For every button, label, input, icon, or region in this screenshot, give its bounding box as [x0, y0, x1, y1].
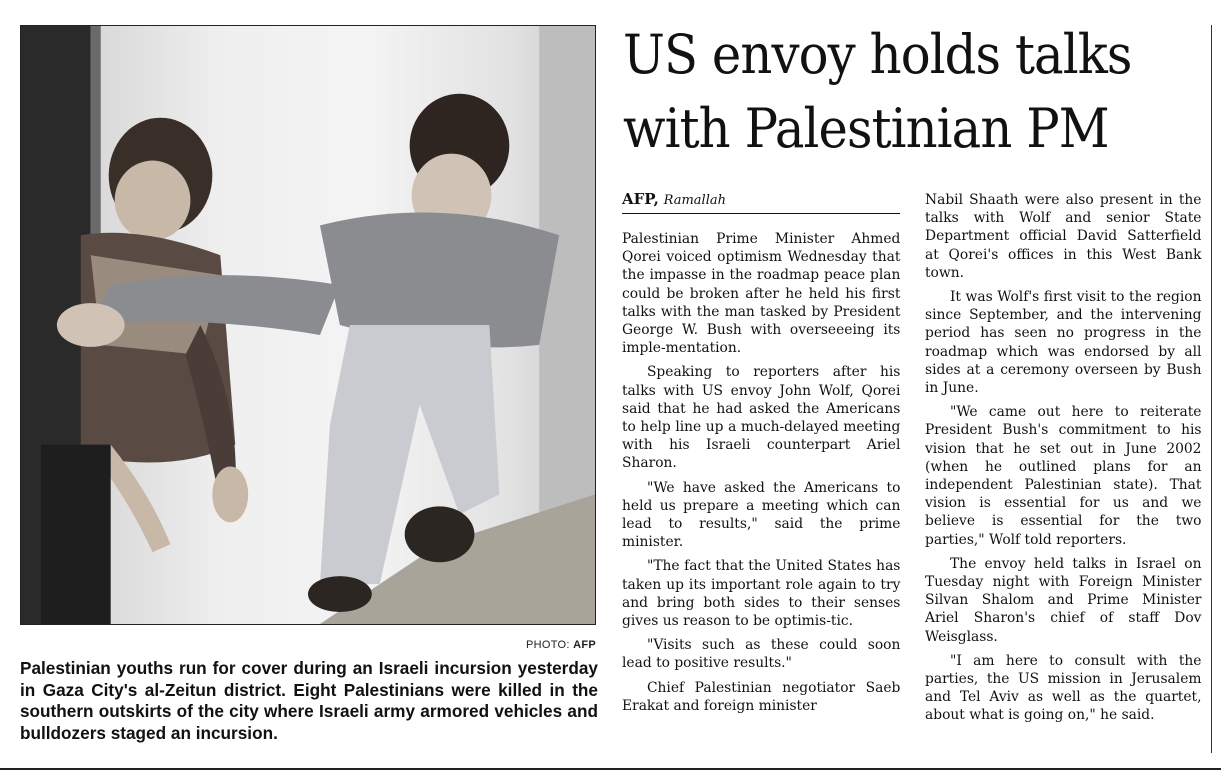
news-photo [20, 25, 596, 625]
photo-caption: Palestinian youths run for cover during an Israeli incursion yesterday in Gaza City's al-Zeitun district. Eight Palestinians were killed in the southern outskirts of the city where Israeli army armored vehicles and bulldozers staged an incursion. [20, 658, 598, 743]
headline-line-2: with Palestinian PM [623, 97, 1109, 160]
photo-credit-source: AFP [573, 639, 596, 651]
byline-agency: AFP, [622, 190, 659, 208]
paragraph: "We have asked the Americans to held us prepare a meeting which can lead to results," said the prime minister. [622, 479, 901, 551]
byline-place: Ramallah [663, 193, 726, 208]
photo-illustration [21, 26, 595, 624]
byline [622, 190, 900, 214]
page-bottom-rule [0, 768, 1221, 770]
column-divider [1211, 25, 1212, 753]
paragraph: "We came out here to reiterate President Bush's commitment to his vision that he set out in June 2002 (when he outlined plans for an independent Palestinian state). That vision is essential for us and we believe is essential for the two parties," Wolf told reporters. [925, 404, 1202, 548]
photo-credit-label: PHOTO: [525, 639, 570, 651]
paragraph: Palestinian Prime Minister Ahmed Qorei voiced optimism Wednesday that the impasse in the roadmap peace plan could be broken after he held his first talks with the man tasked by President George W. Bush with overseeeing its imple-mentation. [622, 231, 901, 357]
article-column-2 [925, 191, 1201, 731]
paragraph: The envoy held talks in Israel on Tuesday night with Foreign Minister Silvan Shalom and Prime Minister Ariel Sharon's chief of staff Dov Weisglass. [925, 555, 1202, 645]
article-column-1 [622, 230, 900, 721]
paragraph: "The fact that the United States has taken up its important role again to try and bring both sides to their senses gives us reason to be optimis-tic. [622, 558, 901, 630]
photo-credit [20, 639, 596, 651]
paragraph: "Visits such as these could soon lead to positive results." [622, 637, 901, 672]
headline-line-1: US envoy holds talks [623, 23, 1132, 86]
paragraph: Speaking to reporters after his talks with US envoy John Wolf, Qorei said that he had asked the Americans to help line up a much-delayed meeting with his Israeli counterpart Ariel Sharon. [622, 364, 901, 472]
paragraph: "I am here to consult with the parties, the US mission in Jerusalem and Tel Aviv as well as the quartet, about what is going on," he said. [925, 652, 1202, 724]
paragraph: It was Wolf's first visit to the region since September, and the intervening period has seen no progress in the roadmap which was endorsed by all sides at a ceremony overseen by Bush in June. [925, 289, 1202, 397]
paragraph: Chief Palestinian negotiator Saeb Erakat and foreign minister [622, 679, 901, 714]
paragraph: Nabil Shaath were also present in the talks with Wolf and senior State Department official David Satterfield at Qorei's offices in this West Bank town. [925, 192, 1202, 281]
article-headline [623, 18, 1157, 166]
